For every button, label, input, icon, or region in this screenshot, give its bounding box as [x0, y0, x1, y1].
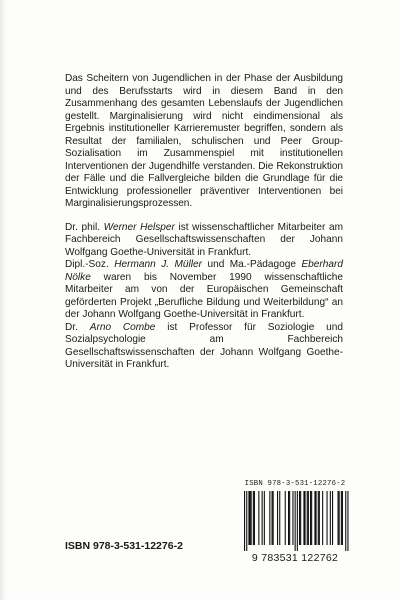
barcode-bar: [253, 491, 254, 545]
barcode-bar: [295, 491, 296, 551]
barcode-bar: [342, 491, 343, 545]
author-bio-helsper: [65, 222, 343, 260]
barcode-block: [232, 480, 358, 578]
author-name: Werner Helsper: [103, 221, 175, 233]
barcode-bar: [307, 491, 308, 545]
barcode-bar: [305, 491, 306, 545]
barcode-bar: [308, 491, 309, 545]
barcode-bar: [297, 491, 298, 551]
barcode-bar: [347, 491, 348, 551]
barcode-bar: [330, 491, 331, 545]
barcode-bar: [272, 491, 273, 545]
barcode-bar: [319, 491, 320, 545]
barcode-bar: [345, 491, 346, 551]
author-bio-combe: [65, 322, 343, 372]
author-bio-mueller-noelke: [65, 259, 343, 322]
barcode-bar: [311, 491, 312, 545]
author-name: Arno Combe: [89, 321, 156, 333]
barcode-bar: [279, 491, 280, 545]
barcode-bar: [322, 491, 323, 545]
author-prefix: Dipl.-Soz.: [65, 259, 109, 270]
author-name: Eberhard Nölke: [65, 259, 343, 283]
barcode-bar: [244, 491, 245, 551]
barcode-bar: [327, 491, 328, 545]
barcode-digits: 9 783531 122762: [251, 552, 339, 564]
barcode-bar: [310, 491, 311, 545]
author-joiner: und Ma.-Pädagoge: [207, 259, 296, 270]
barcode-bar: [314, 491, 315, 545]
barcode-bar: [339, 491, 340, 545]
author-bio-text: waren bis November 1990 wissenschaftliche Mitarbeiter am von der Europäischen Gemeinschaft geförderten Projekt „Berufliche Bildung und Weiterbildung“ an der Johann Wolfgang Goethe-Universität in Frankfurt.: [65, 271, 344, 320]
barcode-bar: [285, 491, 286, 545]
barcode-bar: [277, 491, 278, 545]
author-bio-text: ist Professor für Soziologie und Sozialpsychologie am Fachbereich Gesellschaftswissenschaften der Johann Wolfgang Goethe-Universität in Frankfurt.: [65, 321, 344, 370]
barcode-bar: [262, 491, 263, 545]
barcode-bar: [269, 491, 270, 545]
barcode-bar: [292, 491, 293, 545]
barcode-bar: [288, 491, 289, 545]
barcode-bar: [338, 491, 339, 545]
isbn-label: ISBN 978-3-531-12276-2: [65, 540, 183, 552]
barcode-bar: [250, 491, 251, 545]
author-bio-text: ist wissenschaftlicher Mitarbeiter am Fachbereich Gesellschaftswissenschaften der Johann Wolfgang Goethe-Universität in Frankfurt.: [65, 221, 343, 258]
barcode-bar: [341, 491, 342, 545]
barcode-bar: [258, 491, 259, 545]
barcode-bar: [248, 491, 249, 545]
barcode-bar: [273, 491, 274, 545]
barcode-bar: [303, 491, 304, 545]
barcode-bar: [300, 491, 301, 545]
author-prefix: Dr.: [65, 321, 78, 333]
barcode-bar: [289, 491, 290, 545]
barcode-bar: [251, 491, 252, 545]
barcode-bar: [318, 491, 319, 545]
barcode-bar: [246, 491, 247, 551]
spine-shadow: [0, 0, 6, 600]
author-prefix: Dr. phil.: [65, 221, 101, 233]
barcode-bar: [254, 491, 255, 545]
abstract-paragraph: Das Scheitern von Jugendlichen in der Phase der Ausbildung und des Berufsstarts wird in diesem Band in den Zusammenhang des gesamten Lebenslaufs der Jugendlichen gestellt. Marginalisierung wird nicht eindimensional als Ergebnis institutioneller Karrieremuster begriffen, sondern als Resultat der familialen, schulischen und Peer Group-Sozialisation im Zusammenspiel mit institutionellen Interventionen der Jugendhilfe verstanden. Die Rekonstruktion der Fälle und die Fallvergleiche bilden die Grundlage für die Entwicklung professioneller präventiver Interventionen bei Marginalisierungsprozessen.: [65, 73, 343, 209]
barcode-bar: [299, 491, 300, 545]
barcode-isbn-caption: ISBN 978-3-531-12276-2: [244, 480, 346, 488]
barcode-bar: [332, 491, 333, 545]
barcode-icon: [236, 491, 354, 551]
barcode-bar: [316, 491, 317, 545]
paragraph-gap: [65, 211, 343, 222]
blurb-text-block: [65, 73, 343, 372]
author-name: Hermann J. Müller: [114, 259, 202, 270]
barcode-bar: [264, 491, 265, 545]
